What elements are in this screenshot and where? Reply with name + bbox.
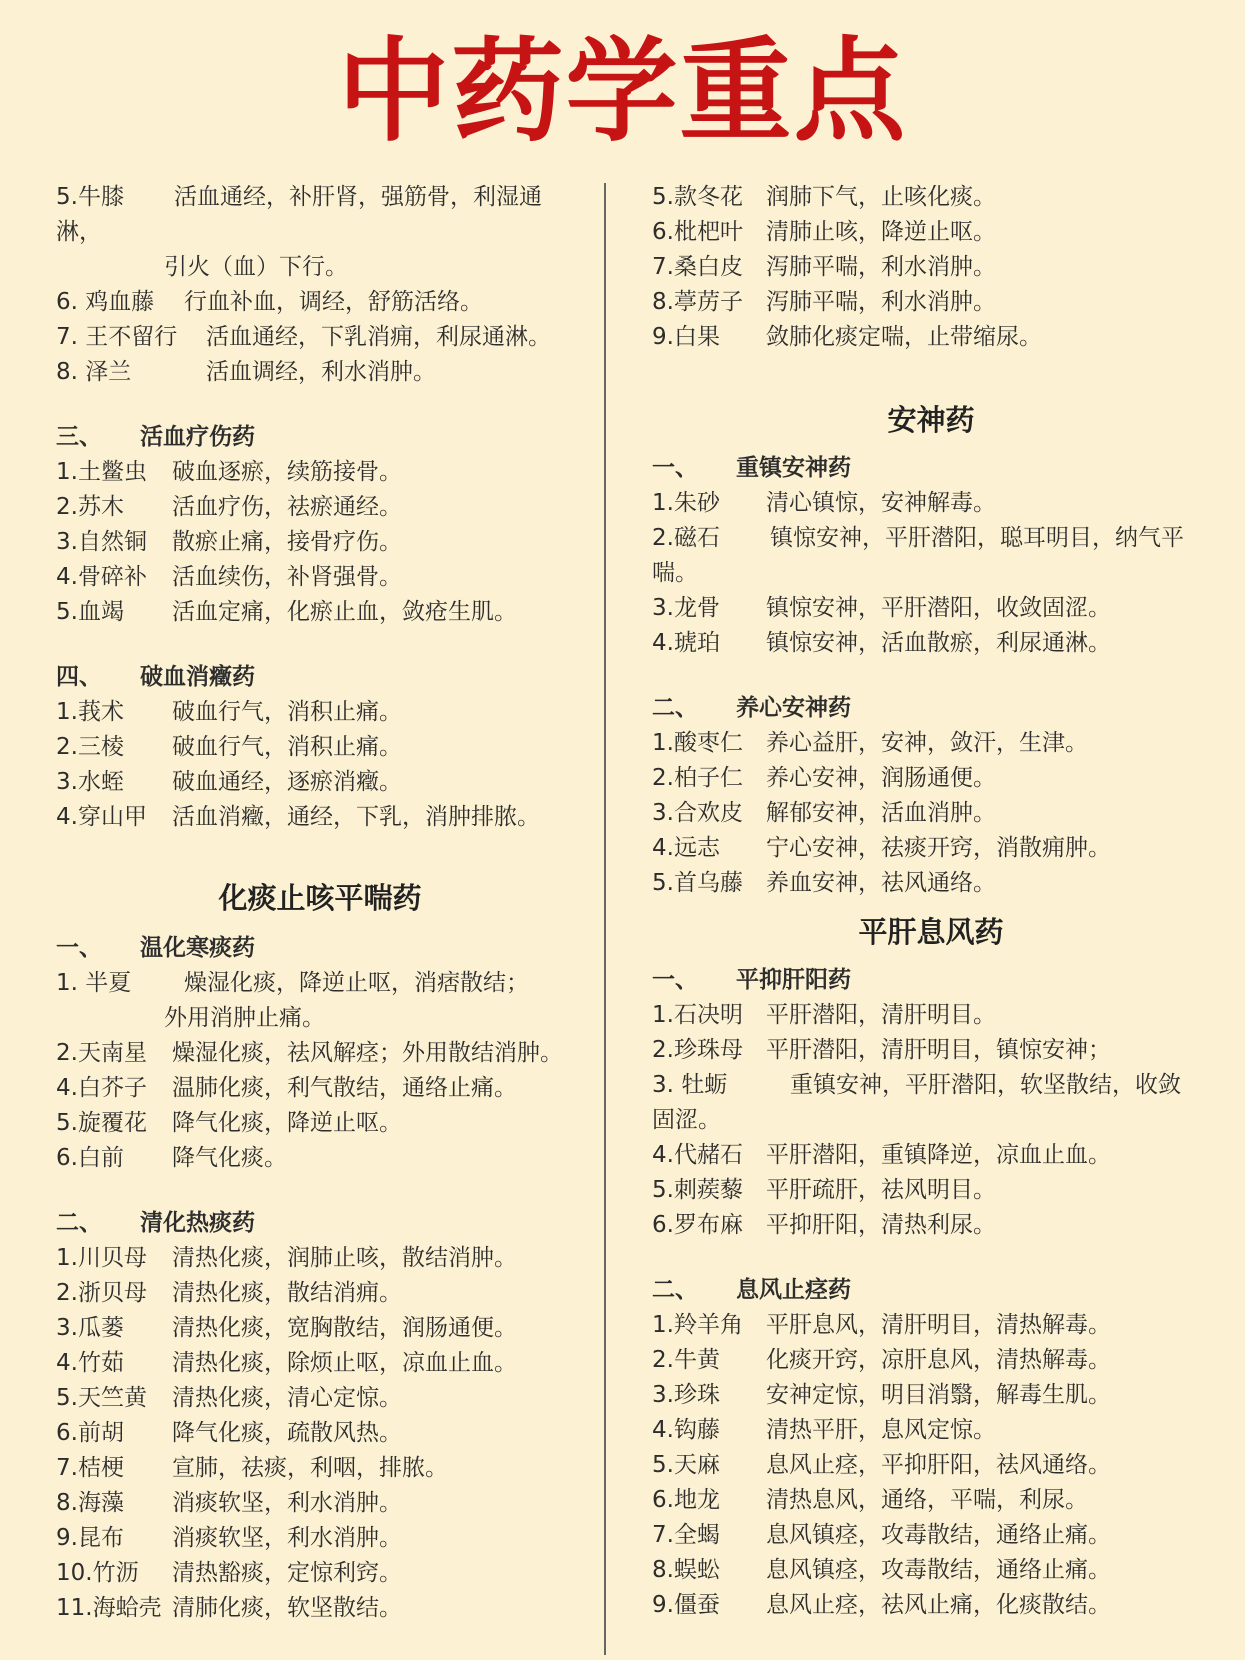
subsection-heading <box>652 963 1210 998</box>
herb-name: 10.竹沥 <box>56 1560 139 1586</box>
herb-name: 4.钩藤 <box>652 1417 720 1443</box>
herb-name: 3.合欢皮 <box>652 800 743 826</box>
subsection-heading <box>652 1273 1210 1308</box>
herb-effect-continuation <box>652 1103 1210 1138</box>
herb-effect: 息风镇痉，攻毒散结，通络止痛。 <box>766 1557 1111 1583</box>
herb-effect: 降气化痰，降逆止呕。 <box>172 1110 402 1136</box>
herb-name: 5.首乌藤 <box>652 870 743 896</box>
herb-row <box>56 490 584 525</box>
herb-effect: 清热化痰，润肺止咳，散结消肿。 <box>172 1245 517 1271</box>
herb-effect: 镇惊安神，平肝潜阳，收敛固涩。 <box>766 595 1111 621</box>
herb-name: 11.海蛤壳 <box>56 1595 162 1621</box>
herb-name: 4.远志 <box>652 835 720 861</box>
subsection-title: 温化寒痰药 <box>140 935 255 961</box>
herb-row <box>56 560 584 595</box>
herb-row <box>652 1413 1210 1448</box>
herb-name: 5.天竺黄 <box>56 1385 147 1411</box>
subsection-heading <box>56 660 584 695</box>
herb-name: 2.浙贝母 <box>56 1280 147 1306</box>
herb-name: 7.全蝎 <box>652 1522 720 1548</box>
herb-name: 2.天南星 <box>56 1040 147 1066</box>
herb-effect: 降气化痰。 <box>172 1145 287 1171</box>
herb-name: 9.僵蚕 <box>652 1592 720 1618</box>
herb-name: 8.海藻 <box>56 1490 124 1516</box>
herb-effect: 清肺化痰，软坚散结。 <box>172 1595 402 1621</box>
herb-effect: 镇惊安神，平肝潜阳，聪耳明目，纳气平 <box>770 525 1184 551</box>
subsection-title: 平抑肝阳药 <box>736 967 851 993</box>
herb-effect-continuation <box>56 250 584 285</box>
herb-name: 6.枇杷叶 <box>652 219 743 245</box>
herb-name: 1.莪术 <box>56 699 124 725</box>
herb-effect: 活血消癥，通经，下乳，消肿排脓。 <box>172 804 540 830</box>
herb-effect: 息风止痉，平抑肝阳，祛风通络。 <box>766 1452 1111 1478</box>
herb-row <box>56 595 584 630</box>
herb-effect: 泻肺平喘，利水消肿。 <box>766 289 996 315</box>
herb-effect: 破血行气，消积止痛。 <box>172 699 402 725</box>
herb-effect: 清热豁痰，定惊利窍。 <box>172 1560 402 1586</box>
herb-effect: 平肝息风，清肝明目，清热解毒。 <box>766 1312 1111 1338</box>
herb-name: 3.瓜蒌 <box>56 1315 124 1341</box>
herb-name: 3.龙骨 <box>652 595 720 621</box>
herb-name: 3.水蛭 <box>56 769 124 795</box>
herb-name: 3.自然铜 <box>56 529 147 555</box>
herb-row <box>652 486 1210 521</box>
herb-name: 4.代赭石 <box>652 1142 743 1168</box>
herb-row <box>652 1173 1210 1208</box>
herb-name: 1. 半夏 <box>56 970 132 996</box>
herb-row <box>652 761 1210 796</box>
herb-row <box>652 831 1210 866</box>
herb-effect: 固涩。 <box>652 1107 721 1133</box>
subsection-heading <box>652 451 1210 486</box>
herb-row <box>56 525 584 560</box>
herb-row <box>652 626 1210 661</box>
herb-name: 2.磁石 <box>652 525 720 551</box>
herb-row <box>652 250 1210 285</box>
herb-row <box>652 180 1210 215</box>
herb-name: 3.珍珠 <box>652 1382 720 1408</box>
herb-effect: 活血疗伤，祛瘀通经。 <box>172 494 402 520</box>
herb-name: 9.白果 <box>652 324 720 350</box>
herb-name: 6.白前 <box>56 1145 124 1171</box>
herb-row <box>652 1483 1210 1518</box>
herb-row <box>56 1591 584 1626</box>
herb-effect: 解郁安神，活血消肿。 <box>766 800 996 826</box>
herb-row <box>56 1451 584 1486</box>
herb-effect: 养血安神，祛风通络。 <box>766 870 996 896</box>
right-column <box>652 180 1210 1623</box>
herb-effect: 活血通经，下乳消痈，利尿通淋。 <box>206 324 551 350</box>
herb-effect: 活血续伤，补肾强骨。 <box>172 564 402 590</box>
subsection-number: 二、 <box>652 695 698 721</box>
herb-row <box>56 1276 584 1311</box>
herb-name: 4.竹茹 <box>56 1350 124 1376</box>
herb-row <box>652 1068 1210 1103</box>
herb-row <box>652 1308 1210 1343</box>
herb-row <box>56 1346 584 1381</box>
herb-name: 1.土鳖虫 <box>56 459 147 485</box>
herb-row <box>652 726 1210 761</box>
herb-name: 5.款冬花 <box>652 184 743 210</box>
herb-effect: 重镇安神，平肝潜阳，软坚散结，收敛 <box>790 1072 1181 1098</box>
herb-name: 6.罗布麻 <box>652 1212 743 1238</box>
herb-name: 5.牛膝 <box>56 184 124 210</box>
herb-effect: 温肺化痰，利气散结，通络止痛。 <box>172 1075 517 1101</box>
herb-name: 6.前胡 <box>56 1420 124 1446</box>
herb-name: 7. 王不留行 <box>56 324 178 350</box>
herb-row <box>652 1553 1210 1588</box>
herb-effect: 镇惊安神，活血散瘀，利尿通淋。 <box>766 630 1111 656</box>
section-title: 安神药 <box>887 403 975 437</box>
herb-row <box>56 1521 584 1556</box>
herb-name: 7.桔梗 <box>56 1455 124 1481</box>
herb-name: 1.羚羊角 <box>652 1312 743 1338</box>
herb-effect: 敛肺化痰定喘，止带缩尿。 <box>766 324 1042 350</box>
herb-row <box>56 1071 584 1106</box>
herb-name: 5.刺蒺藜 <box>652 1177 743 1203</box>
herb-name: 2.牛黄 <box>652 1347 720 1373</box>
herb-row <box>652 998 1210 1033</box>
herb-name: 1.石决明 <box>652 1002 743 1028</box>
herb-effect: 平肝潜阳，清肝明目，镇惊安神； <box>766 1037 1111 1063</box>
herb-effect: 破血逐瘀，续筋接骨。 <box>172 459 402 485</box>
herb-row <box>652 866 1210 901</box>
subsection-number: 二、 <box>652 1277 698 1303</box>
herb-row <box>56 455 584 490</box>
subsection-title: 破血消癥药 <box>140 664 255 690</box>
herb-row <box>652 215 1210 250</box>
section-title: 化痰止咳平喘药 <box>218 881 422 915</box>
herb-row <box>652 1518 1210 1553</box>
herb-row <box>652 1208 1210 1243</box>
herb-effect: 润肺下气，止咳化痰。 <box>766 184 996 210</box>
subsection-number: 一、 <box>652 967 698 993</box>
subsection-title: 清化热痰药 <box>140 1210 255 1236</box>
herb-name: 4.骨碎补 <box>56 564 147 590</box>
herb-effect: 清热化痰，除烦止呕，凉血止血。 <box>172 1350 517 1376</box>
herb-effect: 散瘀止痛，接骨疗伤。 <box>172 529 402 555</box>
herb-row <box>56 1486 584 1521</box>
herb-name: 4.穿山甲 <box>56 804 147 830</box>
subsection-heading <box>56 420 584 455</box>
herb-name: 6. 鸡血藤 <box>56 289 155 315</box>
subsection-number: 一、 <box>56 935 102 961</box>
herb-row <box>56 765 584 800</box>
herb-name: 4.琥珀 <box>652 630 720 656</box>
herb-name: 1.川贝母 <box>56 1245 147 1271</box>
herb-name: 8. 泽兰 <box>56 359 132 385</box>
herb-row <box>56 1036 584 1071</box>
herb-name: 1.朱砂 <box>652 490 720 516</box>
herb-name: 5.旋覆花 <box>56 1110 147 1136</box>
herb-effect: 平肝潜阳，清肝明目。 <box>766 1002 996 1028</box>
herb-name: 2.珍珠母 <box>652 1037 743 1063</box>
herb-effect-continuation <box>56 215 584 250</box>
herb-row <box>652 521 1210 556</box>
herb-effect: 平抑肝阳，清热利尿。 <box>766 1212 996 1238</box>
herb-effect: 清热化痰，散结消痈。 <box>172 1280 402 1306</box>
herb-effect: 养心安神，润肠通便。 <box>766 765 996 791</box>
subsection-title: 养心安神药 <box>736 695 851 721</box>
subsection-heading <box>56 931 584 966</box>
herb-name: 8.蜈蚣 <box>652 1557 720 1583</box>
herb-effect: 活血通经，补肝肾，强筋骨，利湿通 <box>174 184 542 210</box>
subsection-number: 四、 <box>56 664 102 690</box>
herb-effect: 平肝疏肝，祛风明目。 <box>766 1177 996 1203</box>
herb-name: 2.苏木 <box>56 494 124 520</box>
herb-effect: 息风镇痉，攻毒散结，通络止痛。 <box>766 1522 1111 1548</box>
herb-effect: 清热化痰，清心定惊。 <box>172 1385 402 1411</box>
herb-effect: 清热平肝，息风定惊。 <box>766 1417 996 1443</box>
herb-effect: 活血定痛，化瘀止血，敛疮生肌。 <box>172 599 517 625</box>
section-title: 平肝息风药 <box>858 915 1004 949</box>
herb-row <box>652 591 1210 626</box>
subsection-number: 二、 <box>56 1210 102 1236</box>
herb-effect: 养心益肝，安神，敛汗，生津。 <box>766 730 1088 756</box>
herb-effect: 引火（血）下行。 <box>164 254 348 280</box>
herb-row-wangbuliuxing <box>56 320 584 355</box>
herb-row <box>56 1416 584 1451</box>
herb-effect-continuation <box>56 1001 584 1036</box>
herb-row <box>652 1138 1210 1173</box>
herb-effect: 淋， <box>56 219 102 245</box>
herb-name: 9.昆布 <box>56 1525 124 1551</box>
herb-effect-continuation <box>652 556 1210 591</box>
subsection-title: 息风止痉药 <box>736 1277 851 1303</box>
herb-row <box>56 800 584 835</box>
herb-effect: 破血行气，消积止痛。 <box>172 734 402 760</box>
subsection-heading <box>56 1206 584 1241</box>
herb-row-banxia <box>56 966 584 1001</box>
herb-effect: 清热息风，通络，平喘，利尿。 <box>766 1487 1088 1513</box>
subsection-heading <box>652 691 1210 726</box>
subsection-number: 三、 <box>56 424 102 450</box>
herb-name: 8.葶苈子 <box>652 289 743 315</box>
left-column <box>56 180 584 1626</box>
herb-effect: 息风止痉，祛风止痛，化痰散结。 <box>766 1592 1111 1618</box>
herb-effect: 燥湿化痰，祛风解痉；外用散结消肿。 <box>172 1040 563 1066</box>
herb-row <box>56 695 584 730</box>
herb-effect: 清心镇惊，安神解毒。 <box>766 490 996 516</box>
herb-effect: 安神定惊，明目消翳，解毒生肌。 <box>766 1382 1111 1408</box>
herb-row <box>56 1556 584 1591</box>
herb-name: 2.柏子仁 <box>652 765 743 791</box>
herb-row <box>56 730 584 765</box>
herb-name: 5.天麻 <box>652 1452 720 1478</box>
herb-row <box>652 1588 1210 1623</box>
herb-effect: 宣肺，祛痰，利咽，排脓。 <box>172 1455 448 1481</box>
herb-row-niuxi <box>56 180 584 215</box>
herb-row <box>652 320 1210 355</box>
herb-row <box>652 796 1210 831</box>
herb-row <box>652 1448 1210 1483</box>
herb-row <box>56 1241 584 1276</box>
herb-effect: 宁心安神，祛痰开窍，消散痈肿。 <box>766 835 1111 861</box>
herb-name: 1.酸枣仁 <box>652 730 743 756</box>
herb-effect: 行血补血，调经，舒筋活络。 <box>184 289 483 315</box>
herb-name: 3. 牡蛎 <box>652 1072 728 1098</box>
herb-effect: 平肝潜阳，重镇降逆，凉血止血。 <box>766 1142 1111 1168</box>
subsection-title: 重镇安神药 <box>736 455 851 481</box>
herb-effect: 化痰开窍，凉肝息风，清热解毒。 <box>766 1347 1111 1373</box>
herb-name: 2.三棱 <box>56 734 124 760</box>
herb-row <box>56 1106 584 1141</box>
herb-effect: 降气化痰，疏散风热。 <box>172 1420 402 1446</box>
herb-effect: 外用消肿止痛。 <box>164 1005 325 1031</box>
herb-effect: 破血通经，逐瘀消癥。 <box>172 769 402 795</box>
column-divider <box>604 183 606 1655</box>
herb-name: 5.血竭 <box>56 599 124 625</box>
herb-effect: 消痰软坚，利水消肿。 <box>172 1490 402 1516</box>
herb-effect: 燥湿化痰，降逆止呕，消痞散结； <box>184 970 529 996</box>
herb-name: 4.白芥子 <box>56 1075 147 1101</box>
herb-name: 6.地龙 <box>652 1487 720 1513</box>
subsection-number: 一、 <box>652 455 698 481</box>
herb-row-zelan <box>56 355 584 390</box>
herb-effect: 清热化痰，宽胸散结，润肠通便。 <box>172 1315 517 1341</box>
herb-effect: 泻肺平喘，利水消肿。 <box>766 254 996 280</box>
herb-row <box>652 1378 1210 1413</box>
herb-row <box>652 1033 1210 1068</box>
herb-effect: 活血调经，利水消肿。 <box>206 359 436 385</box>
herb-effect: 清肺止咳，降逆止呕。 <box>766 219 996 245</box>
herb-row <box>652 1343 1210 1378</box>
herb-effect: 消痰软坚，利水消肿。 <box>172 1525 402 1551</box>
herb-row <box>652 285 1210 320</box>
herb-row <box>56 1381 584 1416</box>
subsection-title: 活血疗伤药 <box>140 424 255 450</box>
page-title: 中药学重点 <box>337 27 908 157</box>
herb-row-jixueteng <box>56 285 584 320</box>
herb-effect: 喘。 <box>652 560 698 586</box>
herb-row <box>56 1311 584 1346</box>
herb-row <box>56 1141 584 1176</box>
herb-name: 7.桑白皮 <box>652 254 743 280</box>
